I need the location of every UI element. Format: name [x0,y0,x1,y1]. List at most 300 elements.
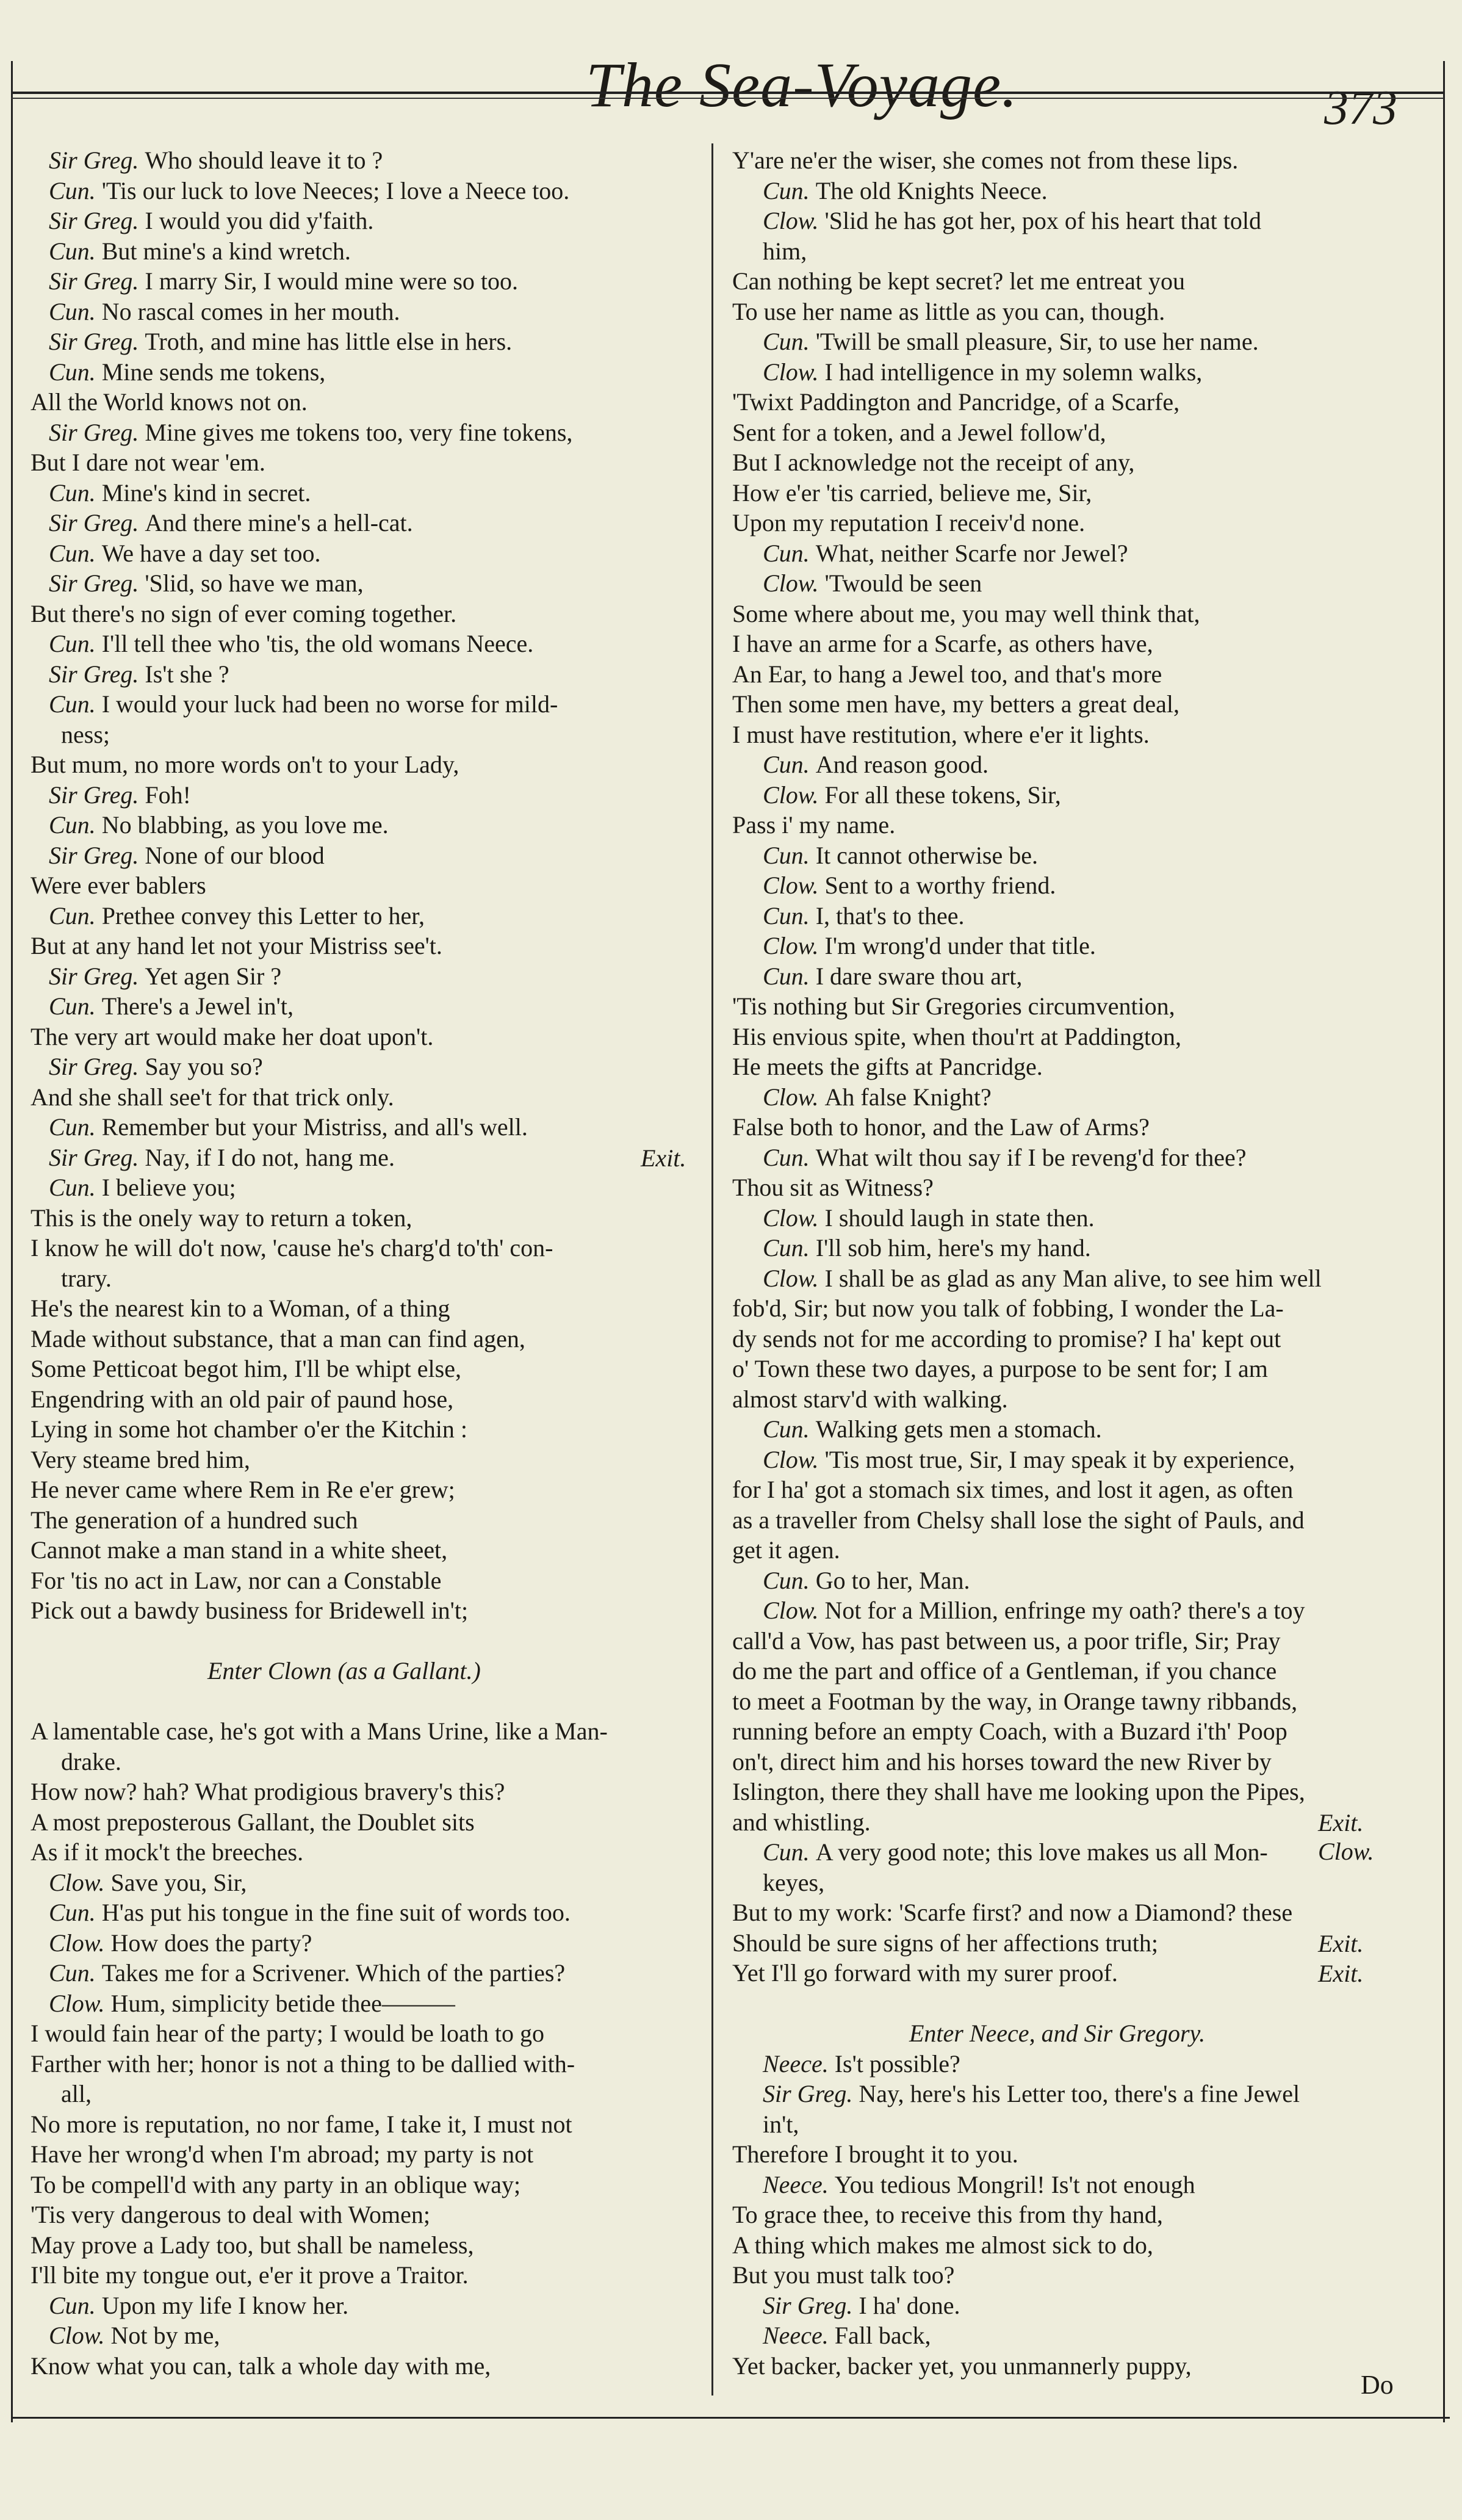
text-line [31,1355,461,1383]
text-line [732,721,1150,749]
line-text: Go to her, Man. [815,1566,970,1594]
speaker-name: Cun. [49,176,102,204]
line-text: Is't possible? [834,2049,960,2078]
speaker-name: Sir Greg. [49,660,145,688]
text-line [49,479,311,507]
line-text: Islington, there they shall have me looking upon the Pipes, [732,1778,1305,1805]
line-text: I'll sob him, here's my hand. [815,1234,1091,1262]
speaker-name: Cun. [763,539,816,567]
speaker-name: Neece. [763,2049,835,2078]
text-line [732,1899,1292,1927]
line-text: Yet agen Sir ? [145,962,282,990]
text-line [732,267,1185,295]
speaker-name: Cun. [763,176,816,204]
speaker-name: Cun. [763,1838,816,1866]
speaker-name: Sir Greg. [49,841,145,869]
speaker-name: Cun. [49,1174,102,1201]
line-text: Should be sure signs of her affections truth; [732,1929,1159,1957]
text-line [31,2231,474,2259]
line-text: get it agen. [732,1536,840,1564]
line-text: Some where about me, you may well think that, [732,599,1200,627]
line-text: Walking gets men a stomach. [815,1415,1102,1443]
text-line [732,449,1134,477]
line-text: Therefore I brought it to you. [732,2140,1018,2168]
text-line [31,1325,525,1353]
text-line [732,1053,1043,1081]
speaker-name: Sir Greg. [49,146,145,174]
speaker-name: Sir Greg. [49,569,145,597]
line-text: Sent for a token, and a Jewel follow'd, [732,418,1106,446]
line-text: all, [61,2080,92,2107]
line-text: The very art would make her doat upon't. [31,1022,434,1050]
line-text: Pass i' my name. [732,811,896,839]
line-text: Is't she ? [145,660,229,688]
speaker-name: Cun. [49,539,102,567]
speaker-name: Sir Greg. [49,1143,145,1171]
text-line [732,1808,871,1836]
speaker-name: Clow. [763,207,825,234]
line-text: Say you so? [145,1053,263,1080]
speaker-name: Cun. [763,1415,816,1443]
line-text: Know what you can, talk a whole day with me, [31,2352,491,2380]
line-text: False both to honor, and the Law of Arms? [732,1113,1150,1141]
line-text: And she shall see't for that trick only. [31,1083,394,1111]
line-text: A thing which makes me almost sick to do, [732,2231,1153,2259]
text-line [31,1234,553,1262]
text-line [49,1053,263,1081]
line-text: Not for a Million, enfringe my oath? there's a toy [824,1597,1305,1624]
line-text: as a traveller from Chelsy shall lose the sight of Pauls, and [732,1506,1305,1534]
text-line [49,1929,312,1957]
line-text: And there mine's a hell-cat. [145,509,413,536]
line-text: Foh! [145,781,191,809]
line-text: 'Twould be seen [824,569,982,597]
footer-rule [12,2417,1450,2419]
line-text: 'Twill be small pleasure, Sir, to use her name. [815,328,1259,355]
text-line [763,2292,960,2320]
speaker-name: Sir Greg. [763,2291,859,2319]
speaker-name: Cun. [763,841,816,869]
line-text: But to my work: 'Scarfe first? and now a Diamond? these [732,1899,1293,1926]
header-rule [11,92,1444,99]
line-text: 'Slid he has got her, pox of his heart that told [824,207,1262,234]
text-line [763,328,1259,356]
line-text: Hum, simplicity betide thee——— [110,1989,455,2017]
text-line [732,298,1165,326]
text-line [763,1567,970,1595]
speaker-name: Sir Greg. [49,328,145,355]
speaker-name: Sir Greg. [763,2080,859,2107]
speaker-name: Clow. [49,1989,111,2017]
text-line [49,509,413,537]
text-line [49,630,533,658]
line-text: Ah false Knight? [824,1083,992,1111]
speaker-name: Cun. [763,1234,816,1262]
line-text: None of our blood [145,841,325,869]
text-line [732,1294,1284,1323]
line-text: It cannot otherwise be. [815,841,1039,869]
text-line [763,2322,931,2350]
text-line [732,1959,1118,1987]
text-line [763,237,807,265]
page-border-right [1443,61,1445,2422]
line-text: To use her name as little as you can, though. [732,297,1165,325]
line-text: Were ever bablers [31,872,206,899]
speaker-name: Cun. [49,901,102,930]
speaker-name: Cun. [49,690,102,718]
text-line [49,569,364,598]
line-text: A lamentable case, he's got with a Mans Urine, like a Man- [31,1717,608,1745]
text-line [31,1717,608,1746]
speaker-name: Clow. [763,1264,825,1292]
text-line [31,388,308,416]
speaker-name: Cun. [763,962,816,990]
text-line [732,660,1162,688]
text-line [763,2171,1195,2199]
speaker-name: Clow. [49,1868,111,1896]
line-text: He never came where Rem in Re e'er grew; [31,1476,455,1503]
text-line [31,1838,303,1866]
text-line [763,902,965,930]
text-line [732,1657,1277,1685]
text-line [732,1627,1281,1655]
line-text: Remember but your Mistriss, and all's well. [101,1113,528,1141]
text-line [732,1113,1150,1141]
text-line [763,1597,1305,1625]
line-text: No more is reputation, no nor fame, I take it, I must not [31,2110,572,2138]
text-line [763,1265,1322,1293]
text-line [31,1446,250,1474]
text-line [732,1929,1158,1957]
text-line [49,298,400,326]
text-line [732,992,1175,1020]
text-line [49,419,572,447]
line-text: But I dare not wear 'em. [31,449,265,476]
text-line [763,872,1056,900]
line-text: H'as put his tongue in the fine suit of words too. [101,1899,571,1926]
text-line [49,2322,220,2350]
line-text: drake. [61,1747,121,1775]
text-line [49,1899,571,1927]
text-line [49,358,325,386]
line-text: Some Petticoat begot him, I'll be whipt else, [31,1355,461,1382]
speaker-name: Cun. [763,1143,816,1171]
line-text: To be compell'd with any party in an oblique way; [31,2170,521,2198]
line-text: I'll tell thee who 'tis, the old womans Neece. [101,630,534,657]
speaker-name: Cun. [49,237,102,265]
line-text: Nay, here's his Letter too, there's a fine Jewel [859,2080,1300,2107]
line-text: to meet a Footman by the way, in Orange tawny ribbands, [732,1687,1298,1715]
line-text: o' Town these two dayes, a purpose to be sent for; I am [732,1355,1268,1382]
line-text: Mine gives me tokens too, very fine tokens, [145,418,573,446]
text-line [31,1385,453,1413]
speaker-name: Cun. [49,811,102,839]
text-line [732,2201,1163,2229]
line-text: him, [763,237,807,265]
text-line [763,1446,1295,1474]
text-line [49,267,518,295]
line-text: We have a day set too. [101,539,321,567]
line-text: Lying in some hot chamber o'er the Kitchin : [31,1415,467,1443]
text-line [763,2110,799,2139]
line-text: Enter Neece, and Sir Gregory. [909,2020,1206,2047]
line-text: I'll bite my tongue out, e'er it prove a Traitor. [31,2261,469,2289]
text-line [31,932,442,960]
line-text: But mine's a kind wretch. [101,237,351,265]
speaker-name: Sir Greg. [49,267,145,295]
line-text: in't, [763,2110,799,2138]
line-text: call'd a Vow, has past between us, a poor trifle, Sir; Pray [732,1626,1281,1655]
speaker-name: Clow. [763,1597,825,1624]
line-text: fob'd, Sir; but now you talk of fobbing, I wonder the La- [732,1294,1284,1322]
line-text: 'Tis our luck to love Neeces; I love a Neece too. [101,176,570,204]
line-text: Pick out a bawdy business for Bridewell in't; [31,1597,469,1624]
speaker-name: Clow. [763,358,825,386]
text-line [763,569,982,598]
line-text: But I acknowledge not the receipt of any, [732,449,1135,476]
text-line [763,1204,1095,1232]
text-line [31,1415,467,1443]
line-text: How now? hah? What prodigious bravery's this? [31,1778,505,1805]
line-text: keyes, [763,1868,825,1896]
line-text: Sent to a worthy friend. [824,872,1056,899]
text-line [49,1990,455,2018]
exit-direction: Exit. [1318,1929,1364,1957]
text-line [732,419,1106,447]
line-text: I must have restitution, where e'er it lights. [732,720,1150,748]
line-text: I had intelligence in my solemn walks, [824,358,1203,386]
line-text: I know he will do't now, 'cause he's charg'd to'th' con- [31,1234,553,1262]
line-text: But at any hand let not your Mistriss see't. [31,932,442,959]
text-line [49,177,569,205]
line-text: on't, direct him and his horses toward the new River by [732,1747,1272,1775]
line-text: How does the party? [110,1929,312,1957]
line-text: The generation of a hundred such [31,1506,358,1534]
text-line [732,600,1200,628]
text-line [763,177,1048,205]
text-line [763,2050,960,2078]
line-text: Y'are ne'er the wiser, she comes not from these lips. [732,146,1239,174]
line-text: And reason good. [815,751,988,778]
line-text: Thou sit as Witness? [732,1174,934,1201]
speaker-name: Cun. [763,1566,816,1594]
text-line [732,2261,954,2289]
line-text: Mine's kind in secret. [101,478,311,507]
text-line [207,1657,481,1685]
line-text: I would your luck had been no worse for mild- [101,690,558,718]
text-line [732,1778,1305,1806]
speaker-name: Cun. [763,328,816,355]
line-text: Cannot make a man stand in a white sheet, [31,1536,448,1564]
line-text: All the World knows not on. [31,388,308,416]
line-text: No rascal comes in her mouth. [101,297,400,325]
text-line [49,2292,348,2320]
line-text: You tedious Mongril! Is't not enough [834,2170,1195,2198]
line-text: I would fain hear of the party; I would be loath to go [31,2020,544,2047]
line-text: Prethee convey this Letter to her, [101,901,425,930]
text-line [763,781,1061,809]
speaker-name: Cun. [763,751,816,778]
text-line [31,449,265,477]
catchword: Do [1361,2370,1394,2400]
line-text: 'Slid, so have we man, [145,569,364,597]
text-line [732,1325,1281,1353]
text-line [49,540,321,568]
speaker-name: Clow. [49,2322,111,2349]
line-text: For all these tokens, Sir, [824,781,1061,809]
text-line [49,207,373,235]
line-text: 'Tis most true, Sir, I may speak it by experience, [824,1445,1295,1473]
text-line [31,1567,441,1595]
text-line [732,1717,1287,1746]
text-line [31,872,206,900]
text-line [49,1959,565,1987]
text-line [732,2231,1153,2259]
line-text: Enter Clown (as a Gallant.) [207,1657,481,1684]
line-text: There's a Jewel in't, [101,992,293,1020]
line-text: Engendring with an old pair of paund hose, [31,1385,454,1413]
text-line [49,781,191,809]
line-text: Can nothing be kept secret? let me entreat you [732,267,1185,295]
line-text: A most preposterous Gallant, the Doublet sits [31,1808,475,1836]
text-line [763,932,1096,960]
line-text: and whistling. [732,1808,871,1836]
line-text: Not by me, [110,2322,220,2349]
speaker-name: Cun. [49,1899,102,1926]
text-line [732,1688,1297,1716]
text-line [31,2140,533,2168]
line-text: Mine sends me tokens, [101,358,326,386]
speaker-name: Clow. [763,872,825,899]
text-line [49,690,558,718]
line-text: I shall be as glad as any Man alive, to see him well [824,1264,1322,1292]
text-line [732,146,1238,175]
text-line [31,751,459,779]
text-line [732,1506,1305,1534]
text-line [61,721,110,749]
line-text: for I ha' got a stomach six times, and lost it agen, as often [732,1476,1294,1503]
line-text: Farther with her; honor is not a thing to be dallied with- [31,2049,575,2078]
speaker-name: Cun. [763,901,816,930]
line-text: do me the part and office of a Gentleman, if you chance [732,1657,1277,1684]
speaker-name: Clow. [763,781,825,809]
speaker-name: Cun. [49,630,102,657]
text-line [763,1083,992,1111]
line-text: Takes me for a Scrivener. Which of the parties? [101,1959,566,1987]
speaker-name: Cun. [49,297,102,325]
text-line [763,540,1128,568]
line-text: I dare sware thou art, [815,962,1023,990]
text-line [31,1808,475,1836]
text-line [763,2080,1300,2108]
line-text: The old Knights Neece. [815,176,1048,204]
line-text: But mum, no more words on't to your Lady, [31,751,459,778]
text-line [763,1869,824,1897]
text-line [732,509,1085,537]
text-line [49,1174,236,1202]
text-line [732,811,895,839]
speaker-name: Sir Greg. [49,962,145,990]
speaker-name: Clow. [763,1204,825,1232]
speaker-name: Sir Greg. [49,207,145,234]
text-line [31,2110,572,2139]
text-line [732,690,1179,718]
text-line [49,328,512,356]
line-text: Upon my life I know her. [101,2291,349,2319]
text-line [31,1778,505,1806]
text-line [49,992,293,1020]
text-line [732,1023,1181,1051]
line-text: What wilt thou say if I be reveng'd for thee? [815,1143,1247,1171]
text-line [61,1748,121,1776]
speaker-name: Clow. [763,932,825,959]
line-text: But there's no sign of ever coming together. [31,599,457,627]
line-text: Save you, Sir, [110,1868,247,1896]
line-text: But you must talk too? [732,2261,955,2289]
text-line [732,1355,1268,1383]
speaker-name: Sir Greg. [49,418,145,446]
line-text: His envious spite, when thou'rt at Paddington, [732,1022,1182,1050]
text-line [61,2080,92,2108]
line-text: Troth, and mine has little else in hers. [145,328,513,355]
running-title: The Sea-Voyage. [586,50,1018,120]
line-text: Have her wrong'd when I'm abroad; my party is not [31,2140,534,2168]
text-line [49,842,325,870]
line-text: Yet backer, backer yet, you unmannerly puppy, [732,2352,1192,2380]
line-text: May prove a Lady too, but shall be nameless, [31,2231,474,2259]
text-line [763,1234,1091,1262]
line-text: What, neither Scarfe nor Jewel? [815,539,1128,567]
line-text: trary. [61,1264,112,1292]
text-line [49,962,281,991]
line-text: Made without substance, that a man can find agen, [31,1324,525,1352]
speaker-name: Clow. [49,1929,111,1957]
text-line [763,962,1022,991]
line-text: He's the nearest kin to a Woman, of a thing [31,1294,450,1322]
line-text: Then some men have, my betters a great deal, [732,690,1180,718]
line-text: No blabbing, as you love me. [101,811,389,839]
speaker-name: Clow. [763,569,825,597]
line-text: To grace thee, to receive this from thy hand, [732,2201,1163,2228]
text-line [732,630,1153,658]
text-line [31,1536,447,1564]
speaker-name: Sir Greg. [49,509,145,536]
exit-direction: Exit. Clow. [1318,1808,1374,1865]
line-text: running before an empty Coach, with a Buzard i'th' Poop [732,1717,1287,1745]
speaker-name: Sir Greg. [49,1053,145,1080]
line-text: He meets the gifts at Pancridge. [732,1053,1043,1080]
text-line [763,751,988,779]
text-line [49,1144,395,1172]
line-text: For 'tis no act in Law, nor can a Constable [31,1566,442,1594]
text-line [31,2201,430,2229]
exit-direction: Exit. [641,1144,686,1172]
text-line [31,2352,491,2380]
line-text: 'Tis nothing but Sir Gregories circumvention, [732,992,1175,1020]
text-line [31,1204,412,1232]
line-text: ness; [61,720,110,748]
text-line [732,1174,934,1202]
text-line [49,902,425,930]
speaker-name: Sir Greg. [49,781,145,809]
text-line [31,1506,358,1534]
text-line [31,600,456,628]
line-text: almost starv'd with walking. [732,1385,1008,1413]
line-text: I believe you; [101,1174,236,1201]
text-line [909,2020,1205,2048]
text-line [763,1415,1102,1443]
line-text: Very steame bred him, [31,1445,250,1473]
